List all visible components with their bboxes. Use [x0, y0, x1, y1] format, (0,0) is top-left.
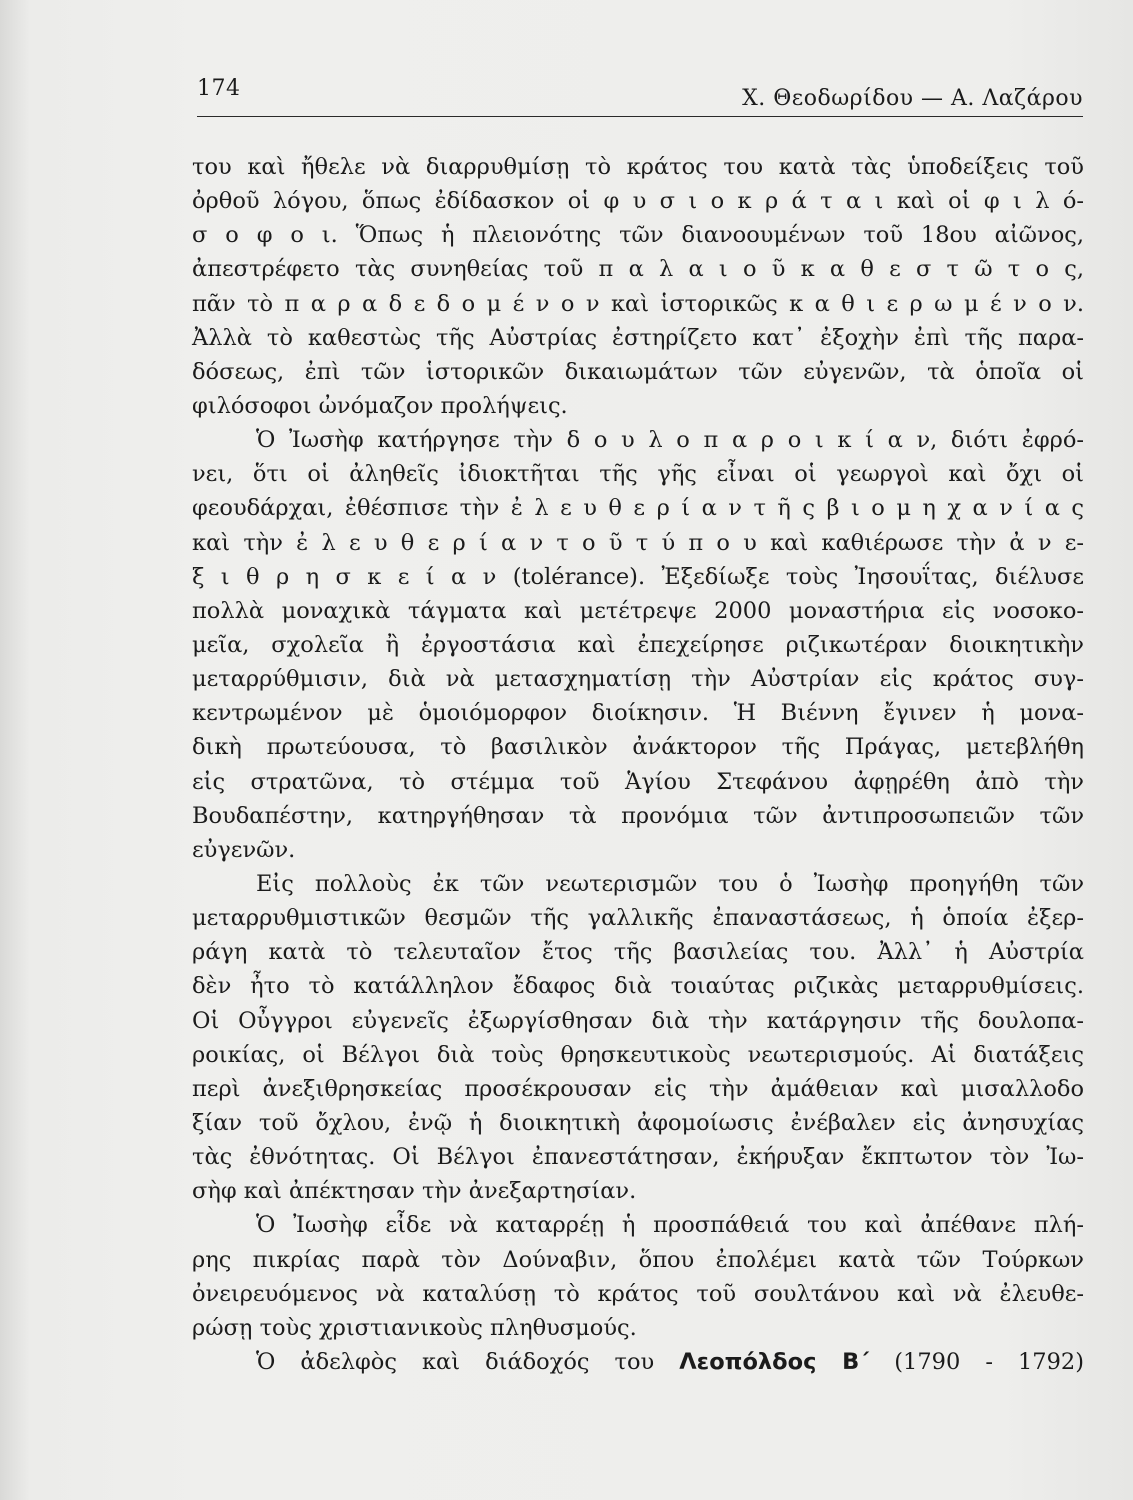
page-header: [197, 76, 1083, 116]
text-line: μεταρρυθμιστικῶν θεσμῶν τῆς γαλλικῆς ἐπαναστάσεως, ἡ ὁποία ἐξερ-: [192, 905, 1084, 932]
text-line: φιλόσοφοι ὠνόμαζον προλήψεις.: [192, 392, 568, 419]
ruler-dates: (1790 - 1792): [894, 1348, 1085, 1375]
text-line: καὶ τὴν ἐ λ ε υ θ ε ρ ί α ν τ ο ῦ τ ύ π ο υ καὶ καθιέρωσε τὴν ἀ ν ε-: [192, 529, 1084, 556]
text-line-final: [192, 1345, 1084, 1379]
text-line: Βουδαπέστην, κατηργήθησαν τὰ προνόμια τῶν ἀντιπροσωπειῶν τῶν: [192, 802, 1084, 829]
text-line: νει, ὅτι οἱ ἀληθεῖς ἰδιοκτῆται τῆς γῆς εἶναι οἱ γεωργοὶ καὶ ὄχι οἱ: [192, 461, 1084, 488]
text-line: Ἀλλὰ τὸ καθεστὼς τῆς Αὐστρίας ἐστηρίζετο κατ᾿ ἐξοχὴν ἐπὶ τῆς παρα-: [192, 324, 1084, 351]
text-line: εὐγενῶν.: [192, 836, 296, 863]
text-line: ξ ι θ ρ η σ κ ε ί α ν (tolérance). Ἐξεδίωξε τοὺς Ἰησουΐτας, διέλυσε: [192, 563, 1084, 590]
text-line: ρώσῃ τοὺς χριστιανικοὺς πληθυσμούς.: [192, 1314, 637, 1341]
text-line: Ὁ Ἰωσὴφ κατήργησε τὴν δ ο υ λ ο π α ρ ο ι κ ί α ν, διότι ἐφρό-: [256, 427, 1084, 454]
text-line: πολλὰ μοναχικὰ τάγματα καὶ μετέτρεψε 2000 μοναστήρια εἰς νοσοκο-: [192, 597, 1084, 624]
text-line: Ὁ Ἰωσὴφ εἶδε νὰ καταρρέῃ ἡ προσπάθειά του καὶ ἀπέθανε πλή-: [256, 1212, 1084, 1239]
body-text: [192, 150, 1084, 1379]
text-line: ρης πικρίας παρὰ τὸν Δούναβιν, ὅπου ἐπολέμει κατὰ τῶν Τούρκων: [192, 1246, 1084, 1273]
text-line: σὴφ καὶ ἀπέκτησαν τὴν ἀνεξαρτησίαν.: [192, 1178, 637, 1205]
ruler-name: Λεοπόλδος Β΄: [679, 1348, 870, 1375]
text-line: Οἱ Οὖγγροι εὐγενεῖς ἐξωργίσθησαν διὰ τὴν κατάργησιν τῆς δουλοπα-: [192, 1007, 1084, 1034]
text-line: περὶ ἀνεξιθρησκείας προσέκρουσαν εἰς τὴν ἀμάθειαν καὶ μισαλλοδο: [192, 1075, 1084, 1102]
text-line: μεταρρύθμισιν, διὰ νὰ μετασχηματίσῃ τὴν Αὐστρίαν εἰς κράτος συγ-: [192, 666, 1084, 693]
running-head: Χ. Θεοδωρίδου — Α. Λαζάρου: [742, 86, 1083, 111]
text-line: δόσεως, ἐπὶ τῶν ἱστορικῶν δικαιωμάτων τῶν εὐγενῶν, τὰ ὁποῖα οἱ: [192, 358, 1084, 385]
text-line: του καὶ ἤθελε νὰ διαρρυθμίσῃ τὸ κράτος του κατὰ τὰς ὑποδείξεις τοῦ: [192, 154, 1084, 180]
text-line: κεντρωμένον μὲ ὁμοιόμορφον διοίκησιν. Ἡ Βιέννη ἔγινεν ἡ μονα-: [192, 700, 1084, 727]
page-number: 174: [197, 76, 241, 101]
text-line: ὀρθοῦ λόγου, ὅπως ἐδίδασκον οἱ φ υ σ ι ο κ ρ ά τ α ι καὶ οἱ φ ι λ ό-: [192, 188, 1084, 215]
text-line: ἀπεστρέφετο τὰς συνηθείας τοῦ π α λ α ι ο ῦ κ α θ ε σ τ ῶ τ ο ς,: [192, 256, 1084, 283]
text-line: ράγη κατὰ τὸ τελευταῖον ἔτος τῆς βασιλείας του. Ἀλλ᾿ ἡ Αὐστρία: [192, 939, 1084, 966]
text-line: ροικίας, οἱ Βέλγοι διὰ τοὺς θρησκευτικοὺς νεωτερισμούς. Αἱ διατάξεις: [192, 1041, 1084, 1068]
final-line-prefix: Ὁ ἀδελφὸς καὶ διάδοχός του: [256, 1348, 655, 1375]
text-line: μεῖα, σχολεῖα ἢ ἐργοστάσια καὶ ἐπεχείρησε ριζικωτέραν διοικητικὴν: [192, 631, 1084, 658]
text-line: εἰς στρατῶνα, τὸ στέμμα τοῦ Ἁγίου Στεφάνου ἀφῃρέθη ἀπὸ τὴν: [192, 768, 1084, 795]
text-line: ὀνειρευόμενος νὰ καταλύσῃ τὸ κράτος τοῦ σουλτάνου καὶ νὰ ἐλευθε-: [192, 1280, 1084, 1307]
header-rule: [197, 116, 1083, 117]
text-line: σ ο φ ο ι. Ὅπως ἡ πλειονότης τῶν διανοουμένων τοῦ 18ου αἰῶνος,: [192, 222, 1084, 249]
text-line: πᾶν τὸ π α ρ α δ ε δ ο μ έ ν ο ν καὶ ἱστορικῶς κ α θ ι ε ρ ω μ έ ν ο ν.: [192, 290, 1084, 317]
text-line: δικὴ πρωτεύουσα, τὸ βασιλικὸν ἀνάκτορον τῆς Πράγας, μετεβλήθη: [192, 734, 1084, 761]
text-line: Εἰς πολλοὺς ἐκ τῶν νεωτερισμῶν του ὁ Ἰωσὴφ προηγήθη τῶν: [256, 870, 1084, 897]
text-line: ξίαν τοῦ ὄχλου, ἐνῷ ἡ διοικητικὴ ἀφομοίωσις ἐνέβαλεν εἰς ἀνησυχίας: [192, 1109, 1084, 1136]
text-line: φεουδάρχαι, ἐθέσπισε τὴν ἐ λ ε υ θ ε ρ ί α ν τ ῆ ς β ι ο μ η χ α ν ί α ς: [192, 495, 1084, 522]
text-line: δὲν ἦτο τὸ κατάλληλον ἔδαφος διὰ τοιαύτας ριζικὰς μεταρρυθμίσεις.: [192, 973, 1084, 1000]
text-line: τὰς ἐθνότητας. Οἱ Βέλγοι ἐπανεστάτησαν, ἐκήρυξαν ἔκπτωτον τὸν Ἰω-: [192, 1144, 1084, 1171]
